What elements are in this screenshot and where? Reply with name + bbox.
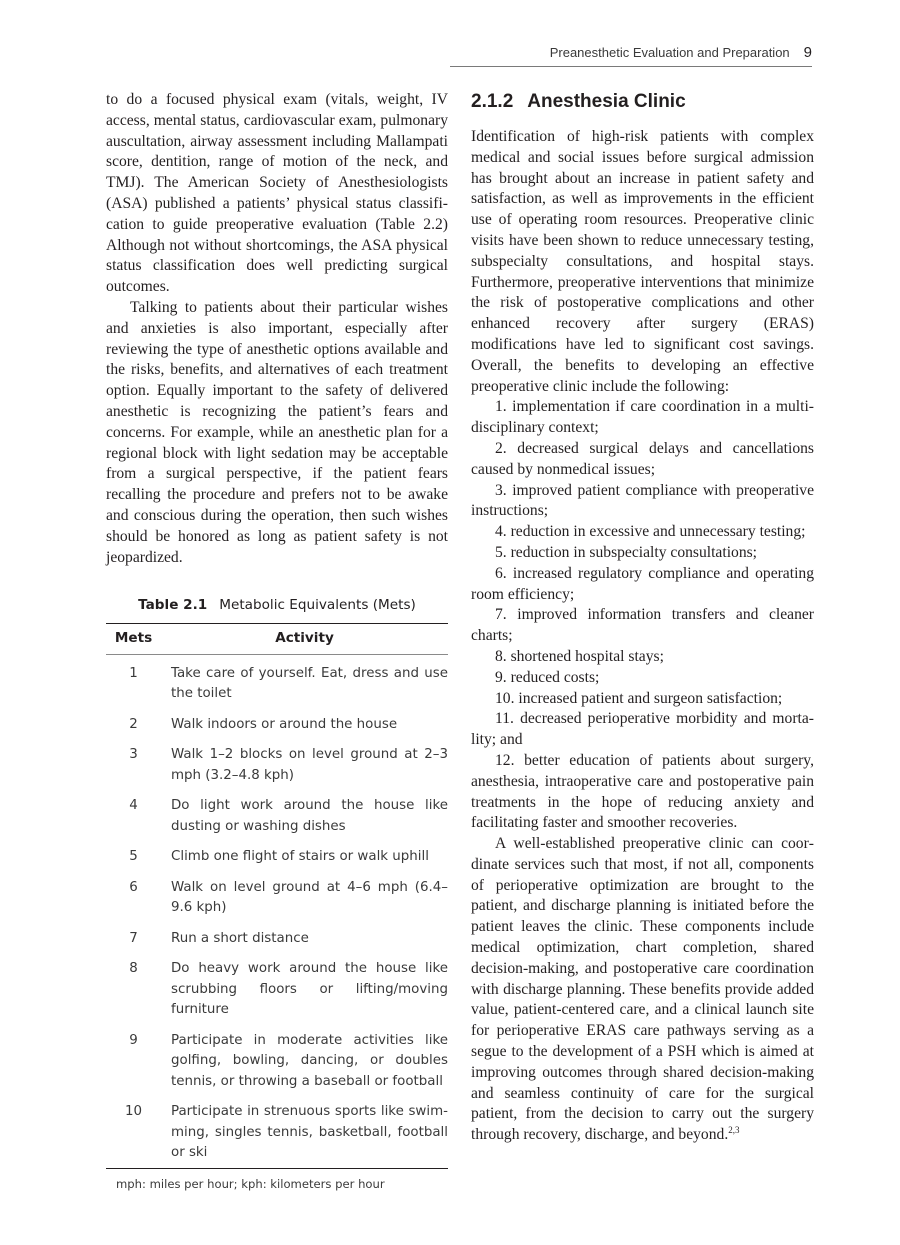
section-title: Anesthesia Clinic [527,91,686,112]
intro-paragraph: Identification of high-risk patients with complex medical and social issues before surgical admission has brought about an increase in patient safety and satisfaction, as well as improvements in the efficient use of operating room resources. Preoperative clinic visits have been shown to reduce unnecessary testing, subspecialty consultations, and hospital stays. Furthermore, preoperative interventions that minimize the risk of postoperative complications and other enhanced recovery after surgery (ERAS) modifications have led to significant cost savings. Overall, the benefits to developing an effective preoperative clinic include the following: [471,128,814,395]
table-row [106,842,448,873]
table-caption [106,597,448,613]
activity-description: Walk 1–2 blocks on level ground at 2–3 mph (3.2–4.8 kph) [171,747,448,783]
benefit-item: 8. shortened hospital stays; [495,647,664,665]
benefit-item: 10. increased patient and surgeon satisfaction; [495,689,783,707]
section-number: 2.1.2 [471,91,514,112]
activity-description: Do light work around the house like dusting or washing dishes [171,798,448,834]
activity-description: Walk indoors or around the house [171,716,398,732]
citation: 2,3 [728,1125,740,1136]
table-footnote: mph: miles per hour; kph: kilometers per hour [116,1176,385,1191]
table-row [106,954,448,1026]
table-header-row [106,624,448,655]
table-row [106,924,448,955]
activity-description: Run a short distance [171,930,309,946]
mets-table [106,623,448,1169]
table-row [106,873,448,924]
benefit-item: 3. improved patient compliance with preoperative instructions; [471,481,814,520]
table-row [106,791,448,842]
table-row [106,710,448,741]
mets-value: 1 [129,665,138,681]
table-body [106,654,448,1168]
running-head [470,40,812,64]
benefit-item: 11. decreased perioperative morbidity and mortality; and [471,710,814,749]
table-title: Metabolic Equivalents (Mets) [219,597,416,613]
running-head-title: Preanesthetic Evaluation and Preparation [549,44,790,60]
column-header-activity: Activity [275,630,334,646]
mets-value: 10 [124,1104,143,1119]
body-paragraph: Talking to patients about their particular wishes and anxieties is also important, especially after reviewing the type of anesthetic options available and the risks, benefits, and alternatives of each treatment option. Equally important to the safety of delivered anesthetic is recognizing the patient’s fears and concerns. For example, while an anesthetic plan for a regional block with light sedation may be acceptable from a surgical perspective, if the patient fears recalling the procedure and prefers not to be awake and conscious during the operation, then such wishes should be honored as long as patient safety is not jeopardized. [106,298,448,566]
body-paragraph: to do a focused physical exam (vitals, weight, IV access, mental status, cardiovascular exam, pulmonary auscultation, airway assessment including Mallampati score, dentition, range of motion of the neck, and TMJ). The American Society of Anesthesiologists (ASA) published a patients’ physical status classification to guide preoperative evaluation (Table 2.2) Although not without shortcomings, the ASA physical status classification does well predicting surgical outcomes. [106,91,448,296]
activity-description: Participate in moderate activities like golfing, bowling, dancing, or doubles tennis, or throwing a baseball or football [171,1032,448,1089]
mets-value: 6 [129,879,138,895]
activity-description: Do heavy work around the house like scrubbing floors or lifting/moving furniture [171,961,448,1017]
table-row [106,1026,448,1098]
mets-value: 2 [129,716,138,732]
benefit-item: 9. reduced costs; [495,668,600,686]
mets-table-block [106,597,448,1191]
activity-description: Participate in strenuous sports like swimming, singles tennis, basketball, football or ski [171,1104,448,1160]
mets-value: 3 [129,747,138,762]
mets-value: 7 [129,930,138,946]
left-column [106,90,448,568]
mets-value: 4 [129,798,138,813]
table-row [106,740,448,791]
mets-value: 8 [129,961,138,976]
benefit-item: 6. increased regulatory compliance and operating room efficiency; [471,564,814,603]
benefit-item: 5. reduction in subspecialty consultations; [495,543,758,561]
mets-value: 9 [129,1032,138,1048]
right-column [471,90,814,1146]
benefit-item: 7. improved information transfers and cleaner charts; [471,606,814,645]
benefit-item: 1. implementation if care coordination in a multidisciplinary context; [471,398,814,437]
column-header-mets: Mets [114,630,153,646]
mets-value: 5 [129,849,138,864]
benefits-list [471,397,814,834]
table-row [106,654,448,710]
activity-description: Climb one flight of stairs or walk uphill [171,849,429,864]
table-label: Table 2.1 [138,597,208,613]
section-heading [471,90,814,114]
header-rule [450,66,812,67]
closing-paragraph [471,834,814,1146]
table-row [106,1097,448,1168]
closing-text: A well-established preoperative clinic can coordinate services such that most, if not all, components of perioperative optimization are brought to the patient, and discharge planning is initiated before the patient leaves the clinic. These components include medical optimization, chart completion, shared decision-making, and postoperative care coordination with discharge planning. These benefits provide added value, patient-centered care, and a clinical launch site for perioperative ERAS care pathways serving as a segue to the development of a PSH which is aimed at improving outcomes through shared decision-making and seamless continuity of care for the surgical patient, from the decision to carry out the surgery through recovery, discharge, and beyond. [471,835,814,1144]
activity-description: Walk on level ground at 4–6 mph (6.4–9.6 kph) [171,879,448,915]
benefit-item: 2. decreased surgical delays and cancellations caused by nonmedical issues; [471,439,814,478]
benefit-item: 4. reduction in excessive and unnecessary testing; [495,523,806,541]
activity-description: Take care of yourself. Eat, dress and use the toilet [171,665,448,701]
page-number: 9 [803,43,812,61]
benefit-item: 12. better education of patients about surgery, anesthesia, intraoperative care and postoperative pain treatments in the hope of reducing anxiety and facilitating faster and smoother recoveries. [471,751,814,832]
